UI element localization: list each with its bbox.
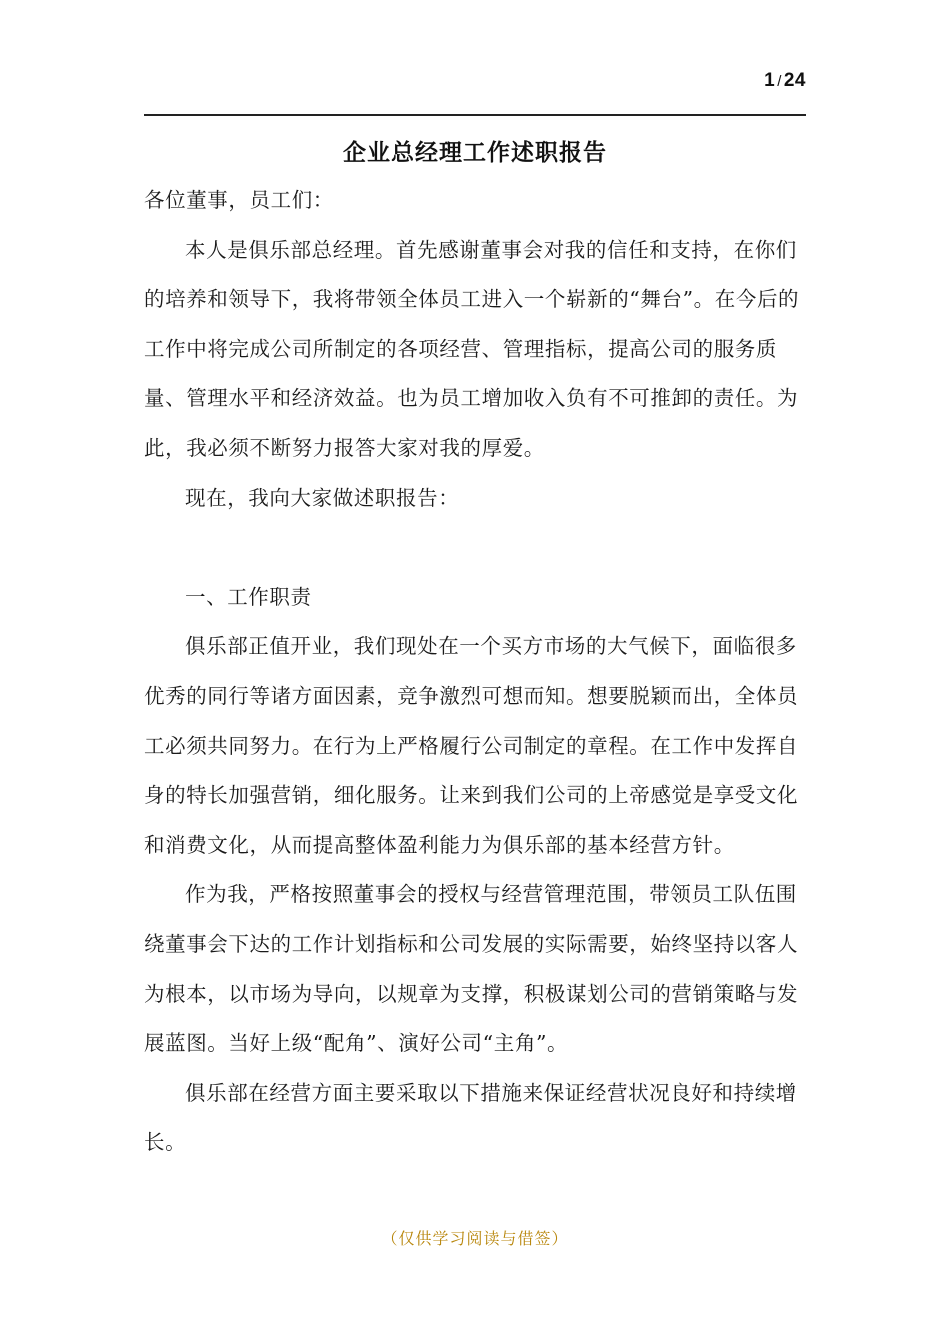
footer-note: （仅供学习阅读与借签） — [381, 1229, 569, 1248]
document-body — [144, 176, 808, 1168]
document-title: 企业总经理工作述职报告 — [343, 139, 607, 166]
salutation: 各位董事，员工们： — [144, 188, 334, 212]
paragraph-role: 作为我，严格按照董事会的授权与经营管理范围，带领员工队伍围绕董事会下达的工作计划指标和公司发展的实际需要，始终坚持以客人为根本，以市场为导向，以规章为支撑，积极谋划公司的营销策略与发展蓝图。当好上级“配角”、演好公司“主角”。 — [144, 882, 799, 1056]
section-heading: 一、工作职责 — [185, 584, 312, 609]
page-current: 1 — [764, 70, 776, 91]
page-separator: / — [777, 73, 782, 90]
paragraph-intro: 本人是俱乐部总经理。首先感谢董事会对我的信任和支持，在你们的培养和领导下，我将带领全体员工进入一个崭新的“舞台”。在今后的工作中将完成公司所制定的各项经营、管理指标，提高公司的服务质量、管理水平和经济效益。也为员工增加收入负有不可推卸的责任。为此，我必须不断努力报答大家对我的厚爱。 — [144, 237, 800, 460]
paragraph-measures: 俱乐部在经营方面主要采取以下措施来保证经营状况良好和持续增长。 — [144, 1080, 797, 1155]
page-number — [764, 70, 806, 92]
header-divider — [144, 114, 806, 116]
paragraph-lead-in: 现在，我向大家做述职报告： — [185, 485, 460, 510]
paragraph-responsibilities: 俱乐部正值开业，我们现处在一个买方市场的大气候下，面临很多优秀的同行等诸方面因素，竞争激烈可想而知。想要脱颖而出，全体员工必须共同努力。在行为上严格履行公司制定的章程。在工作中发挥自身的特长加强营销，细化服务。让来到我们公司的上帝感觉是享受文化和消费文化，从而提高整体盈利能力为俱乐部的基本经营方针。 — [144, 634, 799, 857]
blank-line — [144, 523, 808, 573]
page-total: 24 — [783, 70, 806, 91]
